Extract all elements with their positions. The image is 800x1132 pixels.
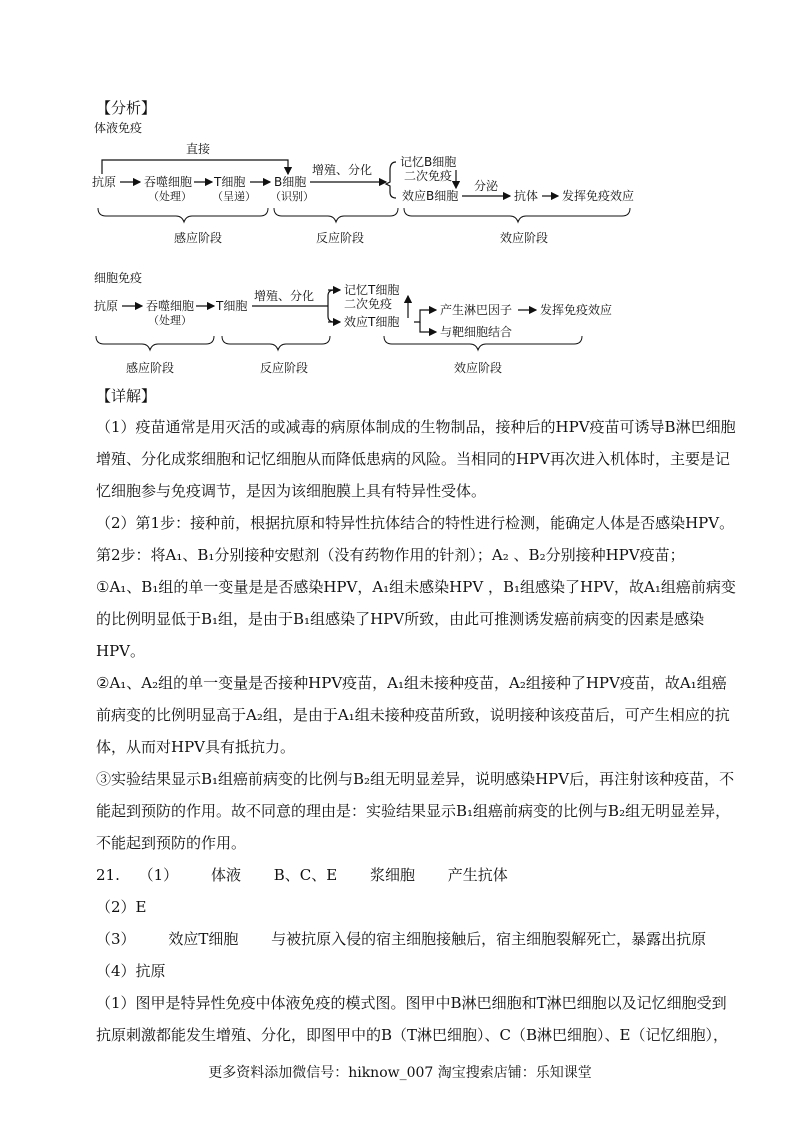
q21-answer-4: （4）抗原 bbox=[96, 962, 166, 980]
cellular-bind-target: 与靶细胞结合 bbox=[440, 325, 513, 339]
cellular-stage-sensing: 感应阶段 bbox=[126, 361, 175, 375]
q21-answer-2: （2）E bbox=[96, 898, 147, 916]
humoral-secrete: 分泌 bbox=[474, 179, 499, 193]
cellular-stage-reaction: 反应阶段 bbox=[260, 361, 309, 375]
humoral-direct-label: 直接 bbox=[186, 142, 211, 156]
cellular-stage-effect: 效应阶段 bbox=[454, 361, 503, 375]
humoral-plasma-cell: 效应B细胞 bbox=[402, 189, 459, 203]
cellular-memory-t: 记忆T细胞 bbox=[344, 283, 400, 297]
cellular-immunity-diagram bbox=[90, 268, 650, 380]
analysis-heading: 【分析】 bbox=[96, 99, 157, 117]
cellular-effector-t: 效应T细胞 bbox=[344, 315, 400, 329]
q21-answer-3 bbox=[96, 929, 706, 949]
para4-line2: 前病变的比例明显高于A₂组，是由于A₁组未接种疫苗所致，说明接种该疫苗后，可产生相应的抗 bbox=[96, 706, 730, 724]
para4-line3: 体，从而对HPV具有抵抗力。 bbox=[96, 738, 296, 756]
humoral-stage-sensing: 感应阶段 bbox=[174, 231, 223, 245]
humoral-immunity-diagram bbox=[90, 118, 650, 250]
q21-a1-value2: B、C、E bbox=[273, 866, 338, 884]
para5-line3: 不能起到预防的作用。 bbox=[96, 834, 247, 852]
q21-a1-value3: 浆细胞 bbox=[370, 866, 416, 884]
q21-answer-1 bbox=[96, 865, 536, 885]
para2-line2: 第2步：将A₁、B₁分别接种安慰剂（没有药物作用的针剂）；A₂ 、B₂分别接种HPV疫苗； bbox=[96, 546, 685, 564]
q21-a3-value1: 效应T细胞 bbox=[168, 930, 239, 948]
para5-line2: 能起到预防的作用。故不同意的理由是：实验结果显示B₁组癌前病变的比例与B₂组无明显差异， bbox=[96, 802, 731, 820]
detail-heading: 【详解】 bbox=[96, 387, 157, 405]
humoral-stage-effect: 效应阶段 bbox=[500, 231, 549, 245]
cellular-effect: 发挥免疫效应 bbox=[540, 303, 613, 317]
q21-a1-value1: 体液 bbox=[210, 866, 241, 884]
cellular-lymphokine: 产生淋巴因子 bbox=[440, 303, 513, 317]
para3-line3: HPV。 bbox=[96, 642, 146, 660]
para3-line2: 的比例明显低于B₁组，是由于B₁组感染了HPV所致，由此可推测诱发癌前病变的因素是感染 bbox=[96, 610, 705, 628]
humoral-tcell: T细胞 bbox=[214, 175, 246, 189]
para2-line1: （2）第1步：接种前，根据抗原和特异性抗体结合的特性进行检测，能确定人体是否感染HPV。 bbox=[96, 514, 735, 532]
humoral-prolif: 增殖、分化 bbox=[312, 163, 373, 177]
humoral-second-immunity: 二次免疫 bbox=[404, 169, 453, 183]
para5-line1: ③实验结果显示B₁组癌前病变的比例与B₂组无明显差异，说明感染HPV后，再注射该种疫苗，不 bbox=[96, 770, 735, 788]
cellular-second-immunity: 二次免疫 bbox=[344, 297, 393, 311]
para1-line3: 忆细胞参与免疫调节，是因为该细胞膜上具有特异性受体。 bbox=[96, 482, 487, 500]
humoral-recognize: （识别） bbox=[270, 190, 314, 203]
q21-a3-label: （3） bbox=[96, 930, 136, 948]
humoral-title: 体液免疫 bbox=[94, 121, 143, 135]
cellular-antigen: 抗原 bbox=[94, 299, 119, 313]
humoral-stage-reaction: 反应阶段 bbox=[316, 231, 365, 245]
q21-a3-value2: 与被抗原入侵的宿主细胞接触后，宿主细胞裂解死亡，暴露出抗原 bbox=[271, 930, 707, 948]
para3-line1: ①A₁、B₁组的单一变量是是否感染HPV，A₁组未感染HPV ，B₁组感染了HPV，故A₁组癌前病变 bbox=[96, 578, 736, 596]
cellular-title: 细胞免疫 bbox=[94, 271, 143, 285]
humoral-present: （呈递） bbox=[212, 190, 256, 203]
humoral-antibody: 抗体 bbox=[514, 189, 539, 203]
q21-explain-line2: 抗原刺激都能发生增殖、分化，即图甲中的B（T淋巴细胞）、C（B淋巴细胞）、E（记忆细胞）， bbox=[96, 1026, 728, 1044]
cellular-prolif: 增殖、分化 bbox=[254, 289, 315, 303]
humoral-antigen: 抗原 bbox=[92, 175, 117, 189]
q21-number: 21. bbox=[96, 866, 120, 884]
cellular-phagocyte: 吞噬细胞 bbox=[146, 299, 195, 313]
para1-line1: （1）疫苗通常是用灭活的或减毒的病原体制成的生物制品，接种后的HPV疫苗可诱导B淋巴细胞 bbox=[96, 418, 736, 436]
humoral-memory-b: 记忆B细胞 bbox=[400, 155, 457, 169]
q21-explain-line1: （1）图甲是特异性免疫中体液免疫的模式图。图甲中B淋巴细胞和T淋巴细胞以及记忆细胞受到 bbox=[96, 994, 727, 1012]
q21-a1-label: （1） bbox=[138, 866, 179, 884]
page-footer: 更多资料添加微信号：hiknow_007 淘宝搜索店铺：乐知课堂 bbox=[208, 1065, 592, 1081]
para4-line1: ②A₁、A₂组的单一变量是否接种HPV疫苗，A₁组未接种疫苗，A₂组接种了HPV疫苗，故A₁组癌 bbox=[96, 674, 727, 692]
q21-a1-value4: 产生抗体 bbox=[447, 866, 508, 884]
humoral-bcell: B细胞 bbox=[274, 175, 307, 189]
humoral-process: （处理） bbox=[148, 190, 192, 203]
humoral-phagocyte: 吞噬细胞 bbox=[144, 175, 193, 189]
cellular-tcell: T细胞 bbox=[216, 299, 248, 313]
para1-line2: 增殖、分化成浆细胞和记忆细胞从而降低患病的风险。当相同的HPV再次进入机体时，主要是记 bbox=[96, 450, 731, 468]
humoral-effect: 发挥免疫效应 bbox=[562, 189, 635, 203]
cellular-process: （处理） bbox=[148, 314, 192, 327]
